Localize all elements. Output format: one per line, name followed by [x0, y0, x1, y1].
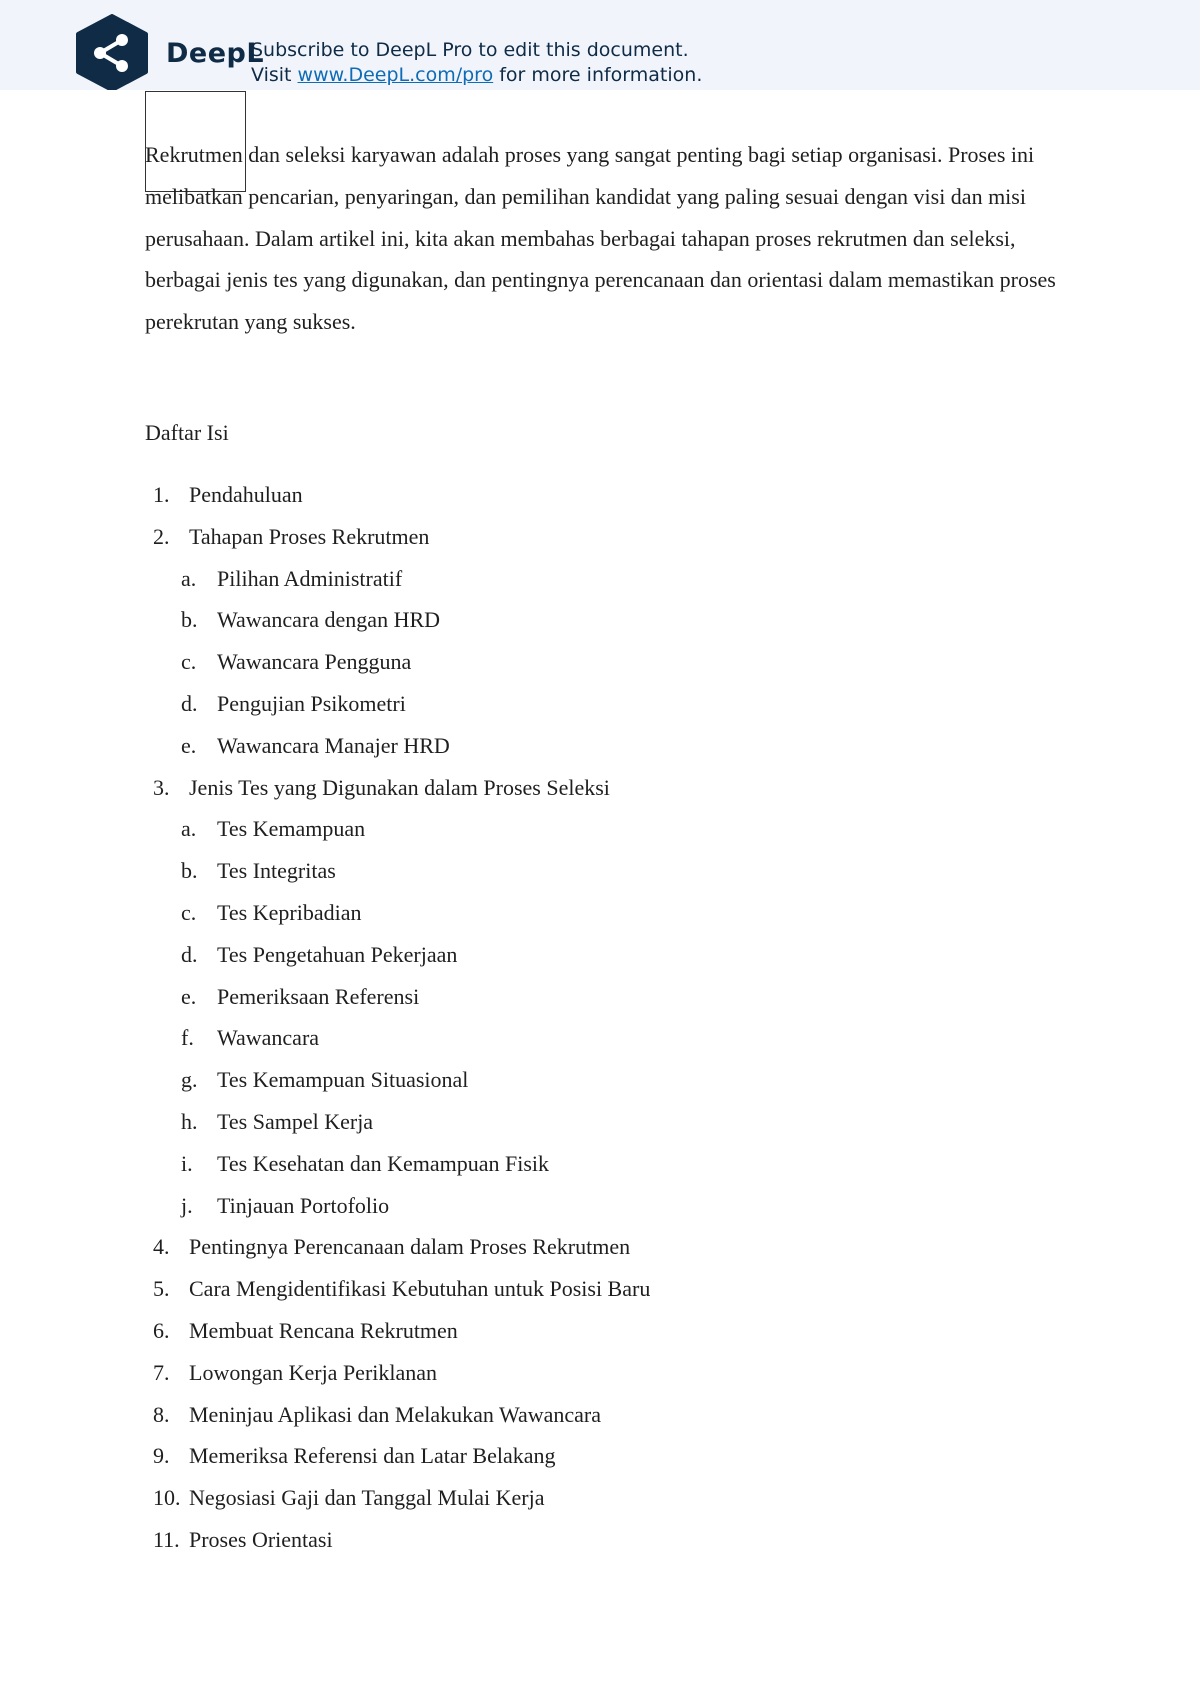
toc-subitem: [145, 1143, 650, 1185]
toc-item-number: h.: [181, 1108, 198, 1134]
toc-item-text: Tes Kemampuan: [217, 816, 366, 842]
toc-item: [145, 1310, 650, 1352]
toc-item-text: Wawancara Pengguna: [217, 649, 412, 675]
toc-list: [145, 474, 650, 1561]
toc-item-number: b.: [181, 607, 198, 633]
toc-item-number: d.: [181, 941, 198, 967]
toc-item: [145, 474, 650, 516]
toc-item-number: 9.: [153, 1443, 170, 1469]
toc-item-number: i.: [181, 1150, 193, 1176]
toc-subitem: [145, 934, 650, 976]
toc-item: [145, 1226, 650, 1268]
toc-item-text: Wawancara Manajer HRD: [217, 732, 450, 758]
toc-item-text: Pemeriksaan Referensi: [217, 983, 420, 1009]
toc-subitem: [145, 892, 650, 934]
toc-item-number: 7.: [153, 1359, 170, 1385]
toc-item: [145, 767, 650, 809]
intro-paragraph: Rekrutmen dan seleksi karyawan adalah proses yang sangat penting bagi setiap organisasi. Proses ini melibatkan pencarian, penyaringan, dan pemilihan kandidat yang paling sesuai dengan visi dan misi perusahaan. Dalam artikel ini, kita akan membahas berbagai tahapan proses rekrutmen dan seleksi, berbagai jenis tes yang digunakan, dan pentingnya perencanaan dan orientasi dalam memastikan proses perekrutan yang sukses.: [145, 142, 1056, 335]
toc-item-text: Pendahuluan: [189, 482, 303, 507]
banner-line-1: Subscribe to DeepL Pro to edit this document.: [251, 39, 689, 61]
toc-subitem: [145, 1185, 650, 1227]
toc-subitem: [145, 725, 650, 767]
toc-item-text: Lowongan Kerja Periklanan: [189, 1359, 438, 1385]
toc-item-number: 2.: [153, 523, 170, 549]
toc-item: [145, 1477, 650, 1519]
toc-item-number: 1.: [153, 482, 170, 507]
toc-item-number: a.: [181, 565, 197, 591]
toc-item-text: Tes Kemampuan Situasional: [217, 1067, 469, 1093]
deepl-pro-link[interactable]: www.DeepL.com/pro: [297, 64, 494, 86]
toc-subitem: [145, 850, 650, 892]
toc-item-number: 11.: [153, 1526, 180, 1552]
toc-subitem: [145, 641, 650, 683]
toc-item: [145, 1519, 650, 1561]
toc-item: [145, 516, 650, 558]
toc-subitem: [145, 558, 650, 600]
toc-item-text: Tes Integritas: [217, 858, 336, 884]
toc-item-text: Membuat Rencana Rekrutmen: [189, 1317, 458, 1343]
toc-item-text: Tinjauan Portofolio: [217, 1192, 390, 1218]
toc-item: [145, 1435, 650, 1477]
toc-item-number: 3.: [153, 774, 170, 800]
banner-line-2: [251, 63, 702, 88]
deepl-logo-icon: [72, 14, 152, 90]
toc-item-text: Tes Sampel Kerja: [217, 1108, 374, 1134]
toc-item-number: b.: [181, 858, 198, 884]
banner-message: [251, 38, 702, 88]
toc-item-text: Jenis Tes yang Digunakan dalam Proses Seleksi: [189, 774, 610, 800]
toc-subitem: [145, 683, 650, 725]
toc-item-number: 5.: [153, 1276, 170, 1302]
toc-subitem: [145, 1017, 650, 1059]
toc-item-number: g.: [181, 1067, 198, 1093]
toc-item: [145, 1268, 650, 1310]
toc-item-number: 6.: [153, 1317, 170, 1343]
toc-item-text: Proses Orientasi: [189, 1526, 333, 1552]
toc-item-text: Pilihan Administratif: [217, 565, 403, 591]
toc-item-text: Tahapan Proses Rekrutmen: [189, 523, 430, 549]
toc-item-number: d.: [181, 690, 198, 716]
toc-item-number: j.: [181, 1192, 193, 1218]
toc-item-text: Tes Kesehatan dan Kemampuan Fisik: [217, 1150, 550, 1176]
toc-item-text: Pentingnya Perencanaan dalam Proses Rekrutmen: [189, 1234, 631, 1260]
toc-item-number: f.: [181, 1025, 194, 1051]
toc-item-number: c.: [181, 649, 197, 675]
toc-item-number: e.: [181, 983, 197, 1009]
toc-item-number: 4.: [153, 1234, 170, 1260]
toc-item-text: Tes Kepribadian: [217, 899, 362, 925]
toc-item: [145, 1352, 650, 1394]
toc-item-text: Tes Pengetahuan Pekerjaan: [217, 941, 458, 967]
toc-item-number: 10.: [153, 1485, 181, 1511]
toc-item-text: Memeriksa Referensi dan Latar Belakang: [189, 1443, 556, 1469]
toc-subitem: [145, 1101, 650, 1143]
toc-item-number: 8.: [153, 1401, 170, 1427]
toc-item-number: c.: [181, 899, 197, 925]
banner-line-2-suffix: for more information.: [493, 64, 703, 86]
toc-item-text: Negosiasi Gaji dan Tanggal Mulai Kerja: [189, 1485, 545, 1511]
banner-line-2-prefix: Visit: [251, 64, 298, 86]
toc-item-number: a.: [181, 816, 197, 842]
toc-subitem: [145, 808, 650, 850]
toc-item: [145, 1394, 650, 1436]
toc-item-text: Cara Mengidentifikasi Kebutuhan untuk Posisi Baru: [189, 1276, 651, 1302]
toc-subitem: [145, 976, 650, 1018]
toc-item-text: Wawancara dengan HRD: [217, 607, 441, 633]
toc-item-number: e.: [181, 732, 197, 758]
toc-title: Daftar Isi: [145, 420, 229, 445]
toc-item-text: Wawancara: [217, 1025, 320, 1051]
toc-subitem: [145, 1059, 650, 1101]
toc-item-text: Pengujian Psikometri: [217, 690, 406, 716]
toc-subitem: [145, 599, 650, 641]
toc-item-text: Meninjau Aplikasi dan Melakukan Wawancara: [189, 1401, 602, 1427]
deepl-banner: [0, 0, 1200, 90]
deepl-logo-text: DeepL: [166, 38, 265, 69]
